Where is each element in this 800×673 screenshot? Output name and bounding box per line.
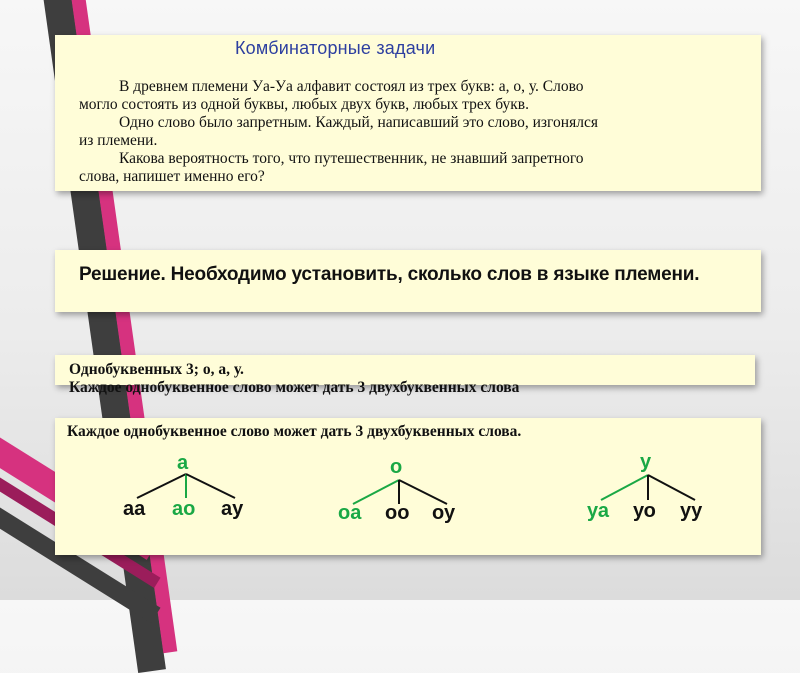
one-letter-cut-text: Каждое однобуквенное слово может дать 3 двухбуквенных слова bbox=[69, 379, 520, 396]
tree-child: оу bbox=[432, 502, 456, 524]
problem-paragraph-3 bbox=[79, 150, 759, 186]
tree-card bbox=[55, 418, 761, 555]
tree-child: оа bbox=[338, 502, 362, 524]
tree-root: о bbox=[390, 456, 403, 478]
one-letter-text: Однобуквенных 3; о, а, у. bbox=[69, 361, 244, 378]
problem-paragraph-1 bbox=[79, 78, 759, 114]
problem-line: Одно слово было запретным. Каждый, написавший это слово, изгонялся bbox=[119, 114, 598, 131]
tree-edge bbox=[648, 475, 695, 500]
problem-card bbox=[55, 35, 761, 191]
tree-edge bbox=[399, 480, 447, 504]
solution-text: Решение. Необходимо установить, сколько слов в языке племени. bbox=[79, 264, 700, 285]
tree-child: уа bbox=[587, 500, 609, 522]
tree-edge bbox=[137, 474, 186, 498]
problem-line: могло состоять из одной буквы, любых двух букв, любых трех букв. bbox=[79, 96, 529, 113]
one-letter-card bbox=[55, 355, 755, 396]
tree-child: оо bbox=[385, 502, 410, 524]
tree-child: аа bbox=[123, 498, 146, 520]
tree-lines bbox=[55, 418, 761, 555]
tree-child: уу bbox=[680, 500, 703, 522]
tree-child: уо bbox=[633, 500, 656, 522]
tree-edge bbox=[186, 474, 235, 498]
problem-line: из племени. bbox=[79, 132, 158, 149]
problem-line: Какова вероятность того, что путешественник, не знавший запретного bbox=[119, 150, 584, 167]
tree-child: ао bbox=[172, 498, 196, 520]
tree-edge bbox=[353, 480, 399, 504]
tree-child: ау bbox=[221, 498, 244, 520]
problem-line: слова, напишет именно его? bbox=[79, 168, 265, 185]
tree-root: а bbox=[177, 452, 189, 474]
tree-edge bbox=[601, 475, 648, 500]
tree-root: у bbox=[640, 451, 652, 473]
tree-heading: Каждое однобуквенное слово может дать 3 двухбуквенных слова. bbox=[67, 423, 522, 440]
solution-card bbox=[55, 250, 761, 312]
problem-line: В древнем племени Уа-Уа алфавит состоял из трех букв: а, о, у. Слово bbox=[119, 78, 584, 95]
problem-paragraph-2 bbox=[79, 114, 759, 150]
slide-title: Комбинаторные задачи bbox=[235, 38, 436, 58]
